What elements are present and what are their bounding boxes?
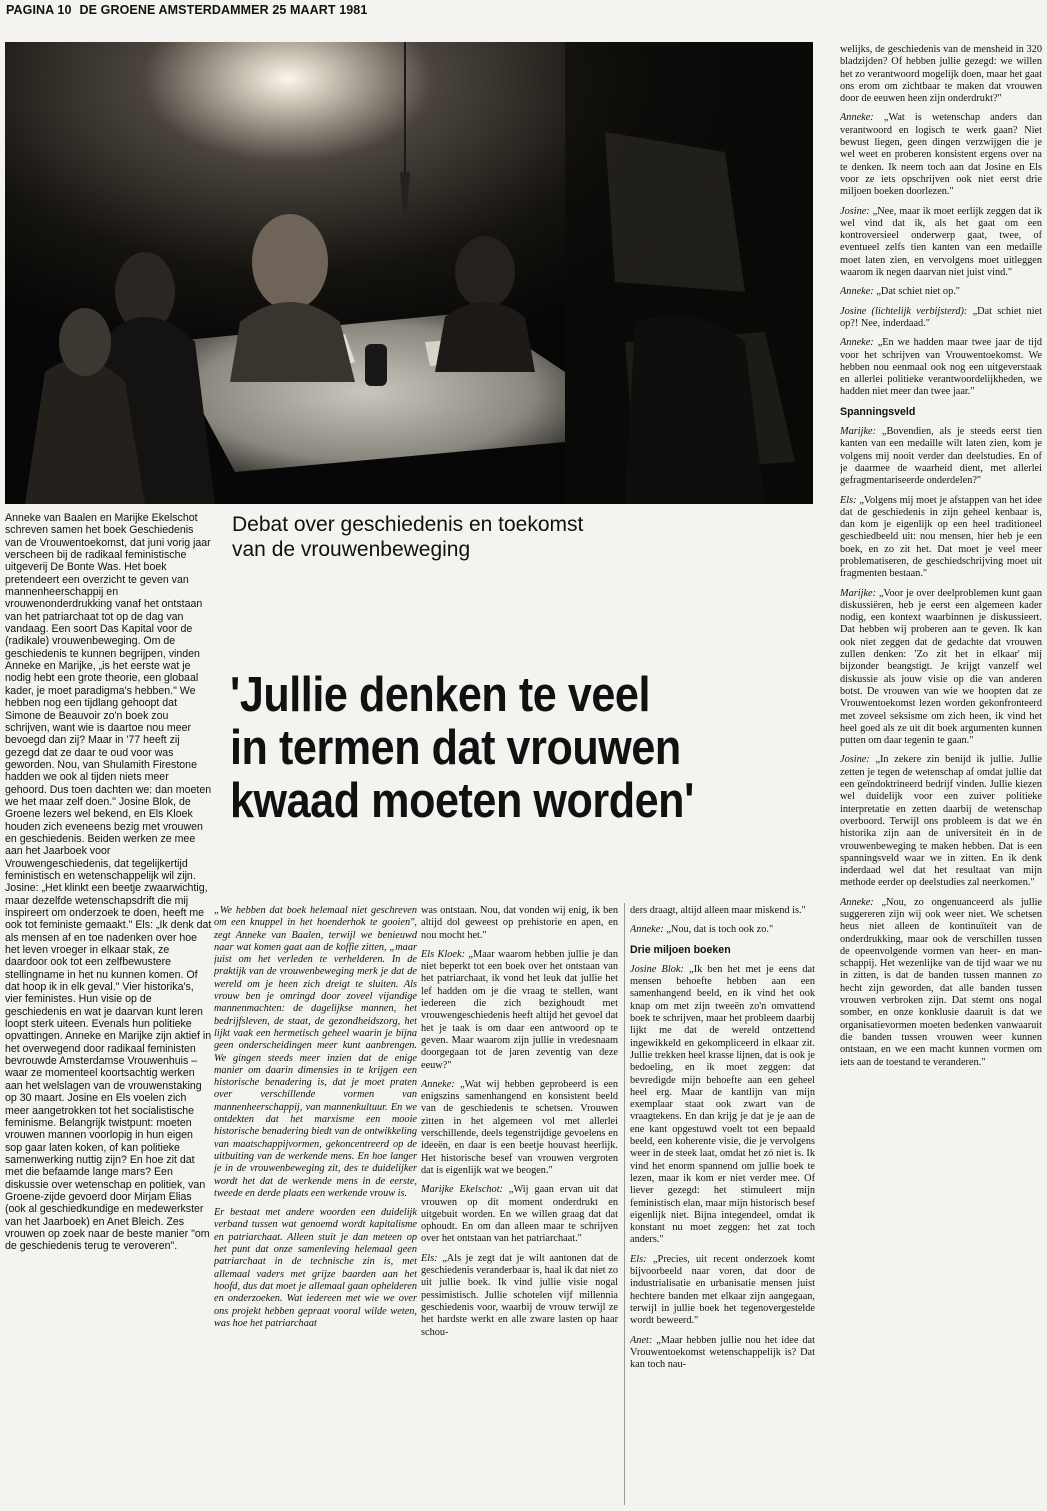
speech: „Als je zegt dat je wilt aantonen dat de geschiedenis veranderbaar is, haal ik dat niet zo uit jullie boek. Ik vind jullie visie nogal pessimistisch. Jullie schotelen vijf millennia geschiedenis voor, waarbij de vrouw terwijl ze het hardste werkt en alle zware lasten op haar schou- (421, 1252, 618, 1338)
speech: „Ik ben het met je eens dat mensen behoefte hebben aan een samenhangend beeld, en ik vind het ook knap om met zijn tweeën zo'n omvattend boek te schrijven, maar het probleem daarbij lijkt me dat de wereld ontzettend ingewikkeld en gekompliceerd in elkaar zit. Jullie trekken heel krasse lijnen, dat is ook je bedoeling, en ik moet zeggen: dat bevredigde mijn behoefte aan een geheel heel erg. Maar de kantlijn van mijn exemplaar staat ook zwart van de vraagtekens. En dan krijg je dat je je aan de ene kant opgestuwd voelt tot een bepaald beeld, een koherente visie, die je vervolgens weer in de steek laat, omdat het zó niet is. Ik vind het enorm spannend om jullie boek te lezen, maar ik kom er niet verder mee. Of liever gezegd: het stimuleert mijn feministisch elan, maar mijn historisch besef eigenlijk niet. Bijna integendeel, omdat ik konstant nu moet zeggen: het zat toch anders." (630, 963, 815, 1246)
subtitle-line: van de vrouwenbeweging (232, 538, 471, 561)
discussion-photo (5, 42, 813, 504)
speech: „Bovendien, als je steeds eerst tien kanten van een medaille wilt laten zien, kom je volgens mij nooit verder dan deelstudies. En of je daarmee de waarheid dient, met allerlei gefragmentariseerde onderdelen?" (840, 426, 1042, 487)
speaker: Anneke: (840, 337, 874, 349)
paragraph (630, 924, 815, 936)
paragraph (840, 337, 1042, 398)
speech: „Volgens mij moet je afstappen van het idee dat de geschiedenis in zijn geheel kenbaar is, dan kom je eigenlijk op een heel traditioneel geschiedbeeld uit: nou mensen, hier heb je een boek, en zo zit het. Dat moet je veel meer problematiseren, de geschiedschrijving moet uit fragmenten bestaan." (840, 494, 1042, 580)
speech: „In zekere zin benijd ik jullie. Jullie zetten je tegen de wetenschap af omdat jullie dat een geïndoktrineerd bedrijf vinden. Jullie kiezen wel duidelijk voor een zuiver politieke interpretatie en zetten daarbij de wetenschap overboord. Terwijl ons probleem is dat we én historika zijn aan de universiteit én in de vrouwenbeweging te maken hebben. Dat is een spanningsveld waar we in zitten. En ik denk inderdaad wel dat het resultaat van mijn methode eerder op deelstudies zal neerkomen." (840, 754, 1042, 889)
section-heading: Drie miljoen boeken (630, 943, 731, 956)
subtitle-line: Debat over geschiedenis en toekomst (232, 513, 584, 536)
paragraph (421, 1253, 618, 1339)
speaker: Anet: (630, 1334, 653, 1346)
intro-text: Anneke van Baalen en Marijke Ekelschot schreven samen het boek Geschiedenis van de Vrouwentoekomst, dat juni vorig jaar verscheen bij de radikaal feministische uitgeverij De Bonte Was. Het boek pretendeert een overzicht te geven van mannenheerschappij en vrouwenonderdrukking vanaf het ontstaan van het patriarchaat tot op de dag van vandaag. Een soort Das Kapital voor de (radikale) vrouwenbeweging. Om de geschiedenis te kunnen begrijpen, vinden Anneke en Marijke, „is het eerste wat je nodig hebt een grote theorie, een globaal kader, je moet paradigma's hebben." We hebben nog een tijdlang gehoopt dat Simone de Beauvoir zo'n boek zou schrijven, want wie is daartoe nou meer bevoegd dan zij? Maar in '77 heeft zij gezegd dat ze daar te oud voor was geworden. Nou, van Shulamith Firestone hadden we ook al tijden niets meer gehoord. Dus toen dachten we: dan moeten we het maar zelf doen." Josine Blok, de Groene lezers wel bekend, en Els Kloek houden zich eveneens bezig met vrouwen en geschiedenis. Beiden werken ze mee aan het Jaarboek voor Vrouwengeschiedenis, dat tegelijkertijd feministisch en wetenschappelijk wil zijn. Josine: „Het klinkt een beetje zwaarwichtig, maar dezelfde wetenschapsdrift die mij inspireert om onderzoek te doen, heeft me ook tot feministe gemaakt." Els: „Ik denk dat als mensen af en toe nadenken over hoe het leven vroeger in elkaar stak, ze daardoor ook tot een zelfbewustere stellingname in het nu kunnen komen. Of dat hoop ik in elk geval." Vier historika's, vier feministes. Hun visie op de geschiedenis en wat je daarvan kunt leren loopt sterk uiteen. Evenals hun politieke opvattingen. Anneke en Marijke zijn aktief in het overwegend door radikaal feministen bevrouwde Amsterdamse Vrouwenhuis – waar ze momenteel koortsachtig werken aan het welslagen van de vrouwenstaking op 30 maart. Josine en Els voelen zich meer aangetrokken tot het socialistische feminisme. Belangrijk twistpunt: moeten vrouwen mannen voorlopig in hun eigen sop gaar laten koken, of kan politieke samenwerking nuttig zijn? En hoe zit dat met die befaamde lange mars? Een diskussie over wetenschap en politiek, van Groene-zijde gevoerd door Mirjam Elias (ook al geschiedkundige en medewerkster van het Jaarboek) en Anet Bleich. Zes vrouwen op zoek naar de beste manier "om de geschiedenis terug te veroveren". (5, 512, 212, 1253)
speech: „Nee, maar ik moet eerlijk zeggen dat ik wel vind dat ik, als het gaat om een kontroversieel onderwerp gaat, twee, of eventueel zelfs tien kanten van een medaille moet laten zien, en vervolgens moet uitleggen waarom ik negen daarvan niet juist vind." (840, 205, 1042, 279)
paragraph (840, 495, 1042, 581)
speaker: Anneke: (630, 924, 664, 936)
speech: „Wat wij hebben geprobeerd is een enigszins samenhangend en konsistent beeld van de geschiedenis te schetsen. Vrouwen zitten in het algemeen vol met allerlei verschillende, deels tegenstrijdige gevoelens en ideeën, en daar is een beetje houvast heerlijk. Het historische besef van vrouwen vergroten dat is eigenlijk wat we beogen." (421, 1078, 618, 1176)
section-heading: Spanningsveld (840, 405, 916, 418)
paragraph: Er bestaat met andere woorden een duidelijk verband tussen wat genoemd wordt kapitalisme en patriarchaat. Alleen stuit je dan meteen op het punt dat onze samenleving helemaal geen patriarchaat in de technische zin is, met allemaal vaders met grijze baarden aan het hoofd, dus dat moet je allemaal gaan ophelderen en onderzoeken. Wat iedereen met wie we over ons projekt hebben gepraat vooral wilde weten, was hoe het patriarchaat (214, 1207, 417, 1329)
paragraph: welijks, de geschiedenis van de mensheid in 320 bladzijden? Of hebben jullie gezegd: we willen het zo verantwoord mogelijk doen, maar het gaat ons erom om zichtbaar te maken dat vrouwen door de eeuwen heen zijn onderdrukt?" (840, 44, 1042, 105)
body-column-2 (421, 905, 618, 1346)
paragraph (840, 588, 1042, 748)
paragraph (840, 426, 1042, 487)
speech: „Nou, dat is toch ook zo." (666, 924, 774, 936)
speaker: Els: (630, 1253, 647, 1265)
speaker: Marijke Ekelschot: (421, 1184, 503, 1196)
speech: „Maar hebben jullie nou het idee dat Vrouwentoekomst wetenschappelijk is? Dat kan toch nau- (630, 1334, 815, 1371)
speech: „Maar waarom hebben jullie je dan niet beperkt tot een boek over het ontstaan van het patriarchaat, ik vond het leuk dat jullie het lef hadden om je die vraag te stellen, want iedereen die zich bezighoudt met vrouwengeschiedenis heeft altijd het gevoel dat het je taak is om daar een antwoord op te geven. Maar waarom zijn jullie in vredesnaam doorgegaan tot de jaren zeventig van deze eeuw?" (421, 948, 618, 1071)
speech: „Voor je over deelproblemen kunt gaan diskussiëren, heb je eerst een algemeen kader nodig, een kontext waarbinnen je diskussieert. Dat hebben wij proberen aan te geven. Ik kan ook niet zeggen dat de gedachte dat vrouwen zullen denken: 'Zo zit het in elkaar' mij bijzonder beangstigt. Je krijgt vanzelf wel diskussie als jouw visie op die van anderen botst. De vrouwen van wie we hoopten dat ze Vrouwentoekomst lezen worden gekonfronteerd met zoveel seksisme om zich heen, ik vind het heel goed als ze uit dit boek argumenten kunnen putten om daar tegenin te gaan." (840, 587, 1042, 747)
speaker: Anneke: (840, 112, 874, 124)
speech: „Wat is wetenschap anders dan verantwoord en logisch te werk gaan? Niet bewust liegen, geen dingen verzwijgen die je wel weet en proberen konsistent ergens over na te denken. Ik neem toch aan dat Josine en Els voor ze iets opschrijven ook niet eerst drie miljoen boeken doorlezen." (840, 112, 1042, 198)
body-column-4 (840, 44, 1042, 1076)
article-headline (230, 669, 740, 828)
headline-line: in termen dat vrouwen (230, 721, 681, 775)
paragraph (421, 1184, 618, 1245)
speech: „Wij gaan ervan uit dat vrouwen op dit moment onderdrukt en uitgebuit worden. En we willen graag dat dat ophoudt. En om dan alleen maar te schrijven over het ontstaan van het patriarchaat." (421, 1184, 618, 1245)
paragraph (421, 949, 618, 1072)
speech: „Nou, zo ongenuanceerd als jullie suggereren zijn wij ook weer niet. We schetsen heus niet alleen de kontinuïteit van de onderdrukking, maar ook de verschillen tussen de opeenvolgende vormen van heer- en man-schappij. Het wezenlijke van de tijd waar we nu in zitten, is dat de banden tussen mannen zo hecht zijn geworden, dat alle banden tussen vrouwen verbroken zijn. Dat stemt ons nogal somber, en onze konklusie daaruit is dat we organisatievormen moeten bedenken vanwaaruit die banden tussen vrouwen weer kunnen ontstaan, en we een macht kunnen vormen om iets aan de toestand te veranderen." (840, 896, 1042, 1068)
intro-column (5, 512, 212, 1253)
speaker: Josine (lichtelijk verbijsterd): (840, 305, 968, 317)
speaker: Anneke: (840, 896, 874, 908)
body-column-3 (630, 905, 815, 1378)
paragraph (840, 306, 1042, 331)
speaker: Els Kloek: (421, 948, 465, 960)
paragraph: „We hebben dat boek helemaal niet geschreven om een knuppel in het hoenderhok te gooien", zegt Anneke van Baalen, terwijl we benieuwd naar wat komen gaat aan de koffie zitten, „maar juist om het verleden te verhelderen. In de praktijk van de vrouwenbeweging merk je dat de wereld om je heen zich dreigt te sluiten. Als vrouw ben je omringd door zoveel vijandige mannenmachten: de dagelijkse mannen, het bedrijfsleven, de staat, de gezondheidszorg, het lijkt vaak een hermetisch geheel waarin je bijna geen onderscheidingen meer kunt aanbrengen. We gingen steeds meer inzien dat de enige manier om daarin dimensies in te krijgen een historische benadering is, dat je moet praten over verschillende vormen van mannenheerschappij, van mannenkultuur. En we ontdekten dat het marxisme een mooie historische benadering biedt van de ontwikkeling van maatschappijvormen, gekoncentreerd op de uitbuiting van de werkende mens. En hoe langer je in de vrouwenbeweging zit, des te duidelijker wordt het dat de werkende mens in de eerste, tweede en derde plaats een werkende vrouw is. (214, 905, 417, 1199)
headline-line: kwaad moeten worden' (230, 774, 694, 828)
paragraph (840, 754, 1042, 889)
speaker: Josine: (840, 205, 870, 217)
paragraph (630, 964, 815, 1247)
paragraph (840, 206, 1042, 280)
speaker: Marijke: (840, 426, 877, 438)
headline-line: 'Jullie denken te veel (230, 668, 650, 722)
column-rule (624, 903, 625, 1505)
publication-line: DE GROENE AMSTERDAMMER 25 MAART 1981 (79, 3, 368, 17)
article-subtitle (232, 512, 632, 562)
speaker: Marijke: (840, 587, 877, 599)
paragraph (421, 1079, 618, 1177)
paragraph (840, 897, 1042, 1069)
speaker: Josine: (840, 754, 870, 766)
page-number: PAGINA 10 (6, 3, 72, 17)
paragraph (840, 112, 1042, 198)
speech: „Dat schiet niet op?! Nee, inderdaad." (840, 305, 1042, 329)
speaker: Anneke: (421, 1078, 455, 1090)
paragraph: ders draagt, altijd alleen maar miskend is." (630, 905, 806, 916)
paragraph (630, 1254, 815, 1328)
speaker: Els: (840, 494, 857, 506)
speech: „Precies, uit recent onderzoek komt bijvoorbeeld naar voren, dat door de industrialisatie en urbanisatie mensen juist hechtere banden met elkaar zijn aangegaan, terwijl in jullie boek het tegenovergestelde wordt beweerd." (630, 1253, 815, 1327)
paragraph: was ontstaan. Nou, dat vonden wij enig, ik ben altijd dol geweest op prehistorie en apen, en nou mocht het." (421, 905, 618, 941)
speaker: Els: (421, 1252, 438, 1264)
page-header (6, 3, 367, 17)
speaker: Anneke: (840, 286, 874, 298)
paragraph (630, 1335, 815, 1372)
speaker: Josine Blok: (630, 963, 684, 975)
paragraph (840, 286, 1042, 298)
speech: „En we hadden maar twee jaar de tijd voor het schrijven van Vrouwentoekomst. We hebben nou eenmaal ook nog een uitgeverstaak en allerlei politieke verantwoordelijkheden, we hadden niet meer dan twee jaar." (840, 337, 1042, 398)
speech: „Dat schiet niet op." (876, 286, 961, 298)
body-column-1 (214, 905, 417, 1337)
